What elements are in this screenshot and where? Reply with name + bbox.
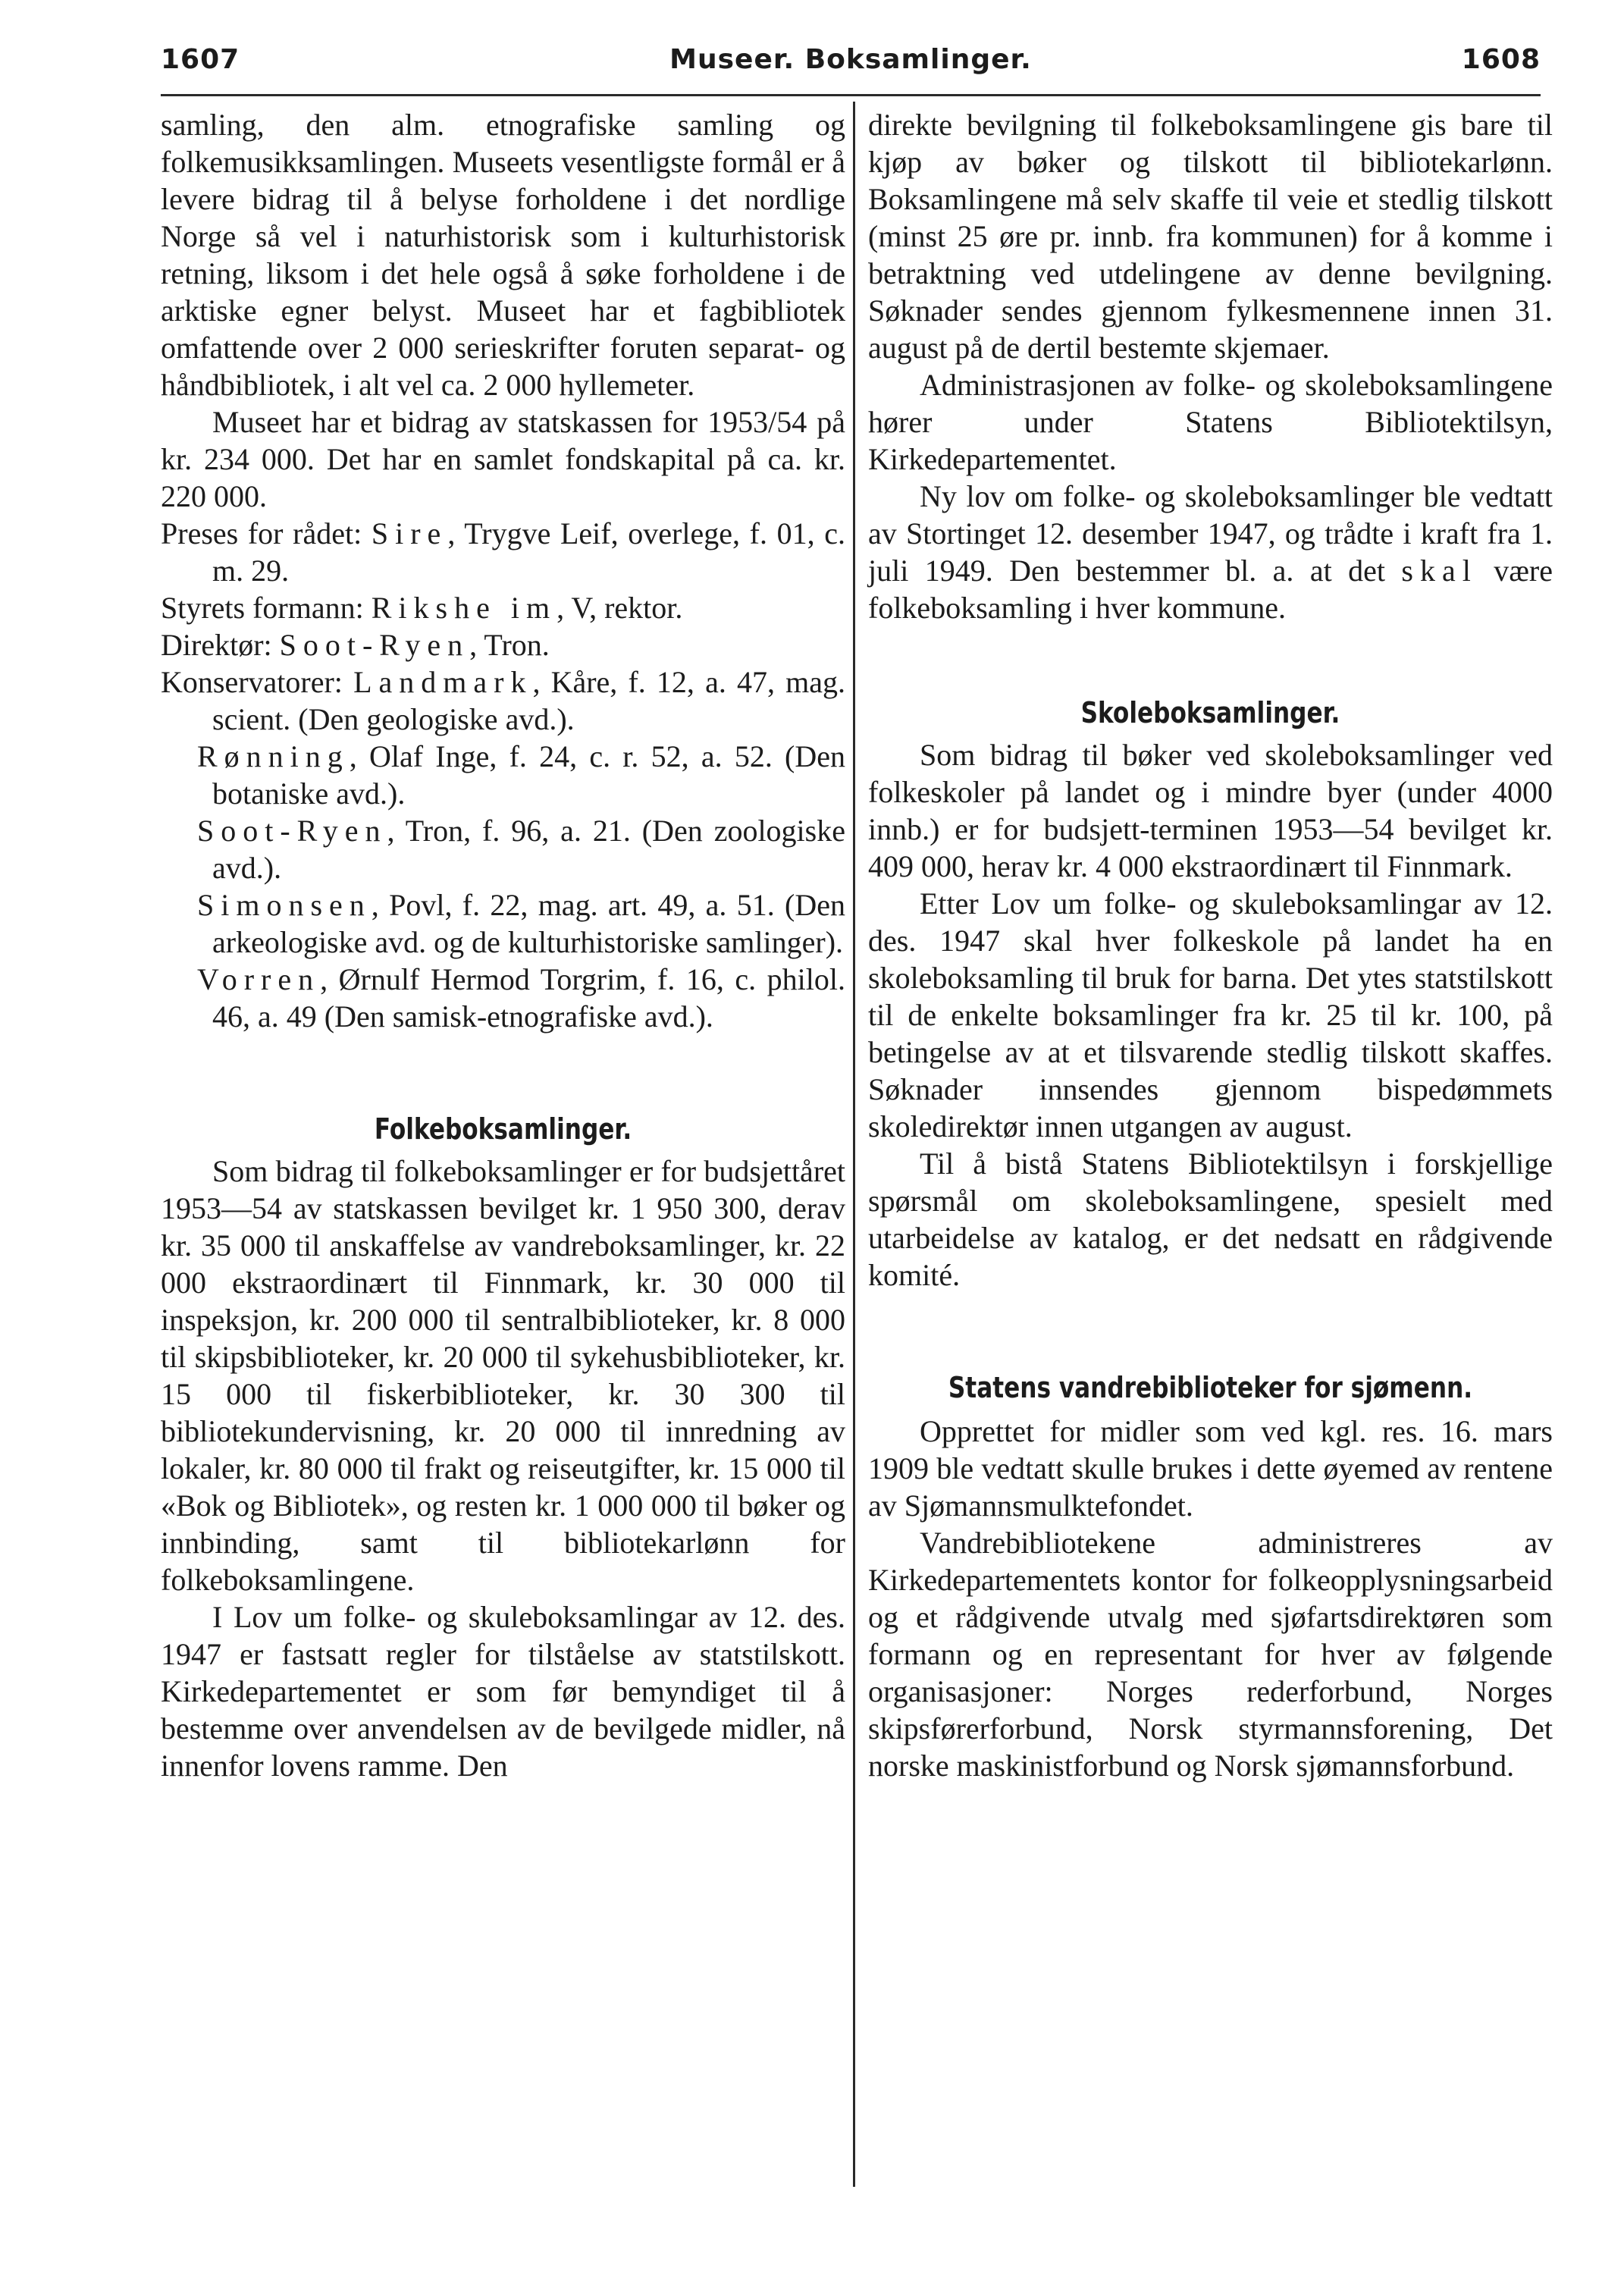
- konservatorer-label: Konservatorer:: [161, 665, 354, 699]
- direktor-label: Direktør:: [161, 628, 280, 662]
- section-heading-folkeboksamlinger: Folkeboksamlinger.: [374, 1112, 632, 1146]
- museum-description: samling, den alm. etnografiske samling og folkemusikksamlingen. Museets vesentligste formål er å levere bidrag til å belyse forholdene i det nordlige Norge så vel i naturhistorisk som i kulturhistorisk retning, liksom i det hele også å søke forholdene i de arktiske egner belyst. Museet har et fagbibliotek omfattende over 2 000 serieskrifter foruten separat- og håndbibliotek, i alt vel ca. 2 000 hyllemeter.: [161, 108, 845, 402]
- konservator-details: , Tron, f. 96, a. 21. (Den zoologiske avd.).: [212, 814, 845, 885]
- preses-details: , Trygve Leif, overlege, f. 01, c. m. 29.: [212, 516, 845, 588]
- folke-law-paragraph: I Lov um folke- og skuleboksamlingar av 12. des. 1947 er fastsatt regler for tilståelse av statstilskott. Kirkedepartementet er som før bemyndiget til å bestemme over anvendelsen av de bevilgede midler, nå innenfor lovens ramme. Den: [161, 1600, 845, 1783]
- statens-founding-paragraph: Opprettet for midler som ved kgl. res. 16. mars 1909 ble vedtatt skulle brukes i dette øyemed av rentene av Sjømannsmulktefondet.: [868, 1414, 1553, 1523]
- konservator-name: Rønning: [197, 739, 350, 773]
- formann-label: Styrets formann:: [161, 591, 372, 625]
- statens-administration-paragraph: Vandrebibliotekene administreres av Kirkedepartementets kontor for folkeopplysningsarbeid og et rådgivende utvalg med sjøfartsdirektøren som formann og en representant for hver av følgende organisasjoner: Norges rederforbund, Norges skipsførerforbund, Norsk styrmannsforening, Det norske maskinistforbund og Norsk sjømannsforbund.: [868, 1526, 1553, 1783]
- skole-law-paragraph: Etter Lov um folke- og skuleboksamlingar av 12. des. 1947 skal hver folkeskole på landet ha en skoleboksamling til bruk for barna. Det ytes statstilskott til de enkelte boksamlinger fra kr. 25 til kr. 100, på betingelse av at et tilsvarende stedlig tilskott skaffes. Søknader innsendes gjennom bispedømmets skoledirektør innen utgangen av august.: [868, 886, 1553, 1143]
- konservator-name: Soot-Ryen: [197, 814, 387, 848]
- administration-paragraph: Administrasjonen av folke- og skoleboksamlingene hører under Statens Bibliotektilsyn, Kirkedepartementet.: [868, 368, 1553, 476]
- preses-label: Preses for rådet:: [161, 516, 372, 550]
- page-header: [161, 44, 1541, 89]
- header-rule: [161, 94, 1541, 96]
- emphasis-skal: skal: [1401, 554, 1478, 588]
- new-law-text: Ny lov om folke- og skoleboksamlinger ble vedtatt av Stortinget 12. desember 1947, og trådte i kraft fra 1. juli 1949. Den bestemmer bl. a. at det: [868, 479, 1553, 588]
- skole-funding-paragraph: Som bidrag til bøker ved skoleboksamlinger ved folkeskoler på landet og i mindre byer (under 4000 innb.) er for budsjett-terminen 1953—54 bevilget kr. 409 000, herav kr. 4 000 ekstraordinært til Finnmark.: [868, 738, 1553, 883]
- konservator-details: , Olaf Inge, f. 24, c. r. 52, a. 52. (Den botaniske avd.).: [212, 739, 845, 811]
- skole-committee-paragraph: Til å bistå Statens Bibliotektilsyn i forskjellige spørsmål om skoleboksamlingene, spesielt med utarbeidelse av katalog, er det nedsatt en rådgivende komité.: [868, 1146, 1553, 1292]
- column-divider: [853, 102, 855, 2187]
- right-column: [868, 106, 1553, 1784]
- right-page-number: 1608: [1461, 44, 1541, 75]
- running-title: Museer. Boksamlinger.: [669, 44, 1032, 75]
- konservator-name: Landmark: [353, 665, 533, 699]
- konservator-entry: [161, 738, 845, 812]
- konservator-details: , Kåre, f. 12, a. 47, mag. scient. (Den geologiske avd.).: [212, 665, 846, 736]
- folke-funding-paragraph: Som bidrag til folkeboksamlinger er for budsjettåret 1953—54 av statskassen bevilget kr. 1 950 300, derav kr. 35 000 til anskaffelse av vandreboksamlinger, kr. 22 000 ekstraordinært til Finnmark, kr. 30 000 til inspeksjon, kr. 200 000 til sentralbiblioteker, kr. 8 000 til skipsbiblioteker, kr. 20 000 til sykehusbiblioteker, kr. 15 000 til fiskerbiblioteker, kr. 30 300 til bibliotekundervisning, kr. 20 000 til innredning av lokaler, kr. 80 000 til frakt og reiseutgifter, kr. 15 000 til «Bok og Bibliotek», og resten kr. 1 000 000 til bøker og innbinding, samt til bibliotekarlønn for folkeboksamlingene.: [161, 1154, 845, 1597]
- left-column: [161, 106, 845, 1784]
- left-page-number: 1607: [161, 44, 240, 75]
- new-law-paragraph: [868, 478, 1553, 626]
- formann-entry: [161, 589, 845, 626]
- konservator-entry: [161, 886, 845, 961]
- preses-entry: [161, 515, 845, 589]
- konservator-details: , Ørnulf Hermod Torgrim, f. 16, c. philol. 46, a. 49 (Den samisk-etnografiske avd.).: [212, 962, 845, 1034]
- konservator-name: Vorren: [197, 962, 321, 996]
- konservator-entry: [161, 812, 845, 886]
- direktor-details: , Tron.: [469, 628, 550, 662]
- formann-details: , V, rektor.: [556, 591, 683, 625]
- konservator-details: , Povl, f. 22, mag. art. 49, a. 51. (Den arkeologiske avd. og de kulturhistoriske samlinger).: [212, 888, 845, 959]
- museum-funding: Museet har et bidrag av statskassen for 1953/54 på kr. 234 000. Det har en samlet fondskapital på ca. kr. 220 000.: [161, 405, 845, 513]
- direktor-name: Soot-Ryen: [279, 628, 470, 662]
- formann-name: Rikshe im: [371, 591, 557, 625]
- konservator-name: Simonsen: [197, 888, 372, 922]
- konservator-entry: [161, 961, 845, 1035]
- preses-name: Sire: [371, 516, 448, 550]
- section-heading-statens-vandrebiblioteker: Statens vandrebiblioteker for sjømenn.: [948, 1371, 1473, 1404]
- section-heading-skoleboksamlinger: Skoleboksamlinger.: [1080, 696, 1340, 729]
- direktor-entry: [161, 626, 845, 663]
- folke-continued-paragraph: direkte bevilgning til folkeboksamlingene gis bare til kjøp av bøker og tilskott til bibliotekarlønn. Boksamlingene må selv skaffe til veie et stedlig tilskott (minst 25 øre pr. innb. fra kommunen) for å komme i betraktning ved utdelingene av denne bevilgning. Søknader sendes gjennom fylkesmennene innen 31. august på de dertil bestemte skjemaer.: [868, 108, 1553, 365]
- new-law-text-end: være folkeboksamling i hver kommune.: [868, 554, 1553, 625]
- konservator-entry: [161, 663, 845, 738]
